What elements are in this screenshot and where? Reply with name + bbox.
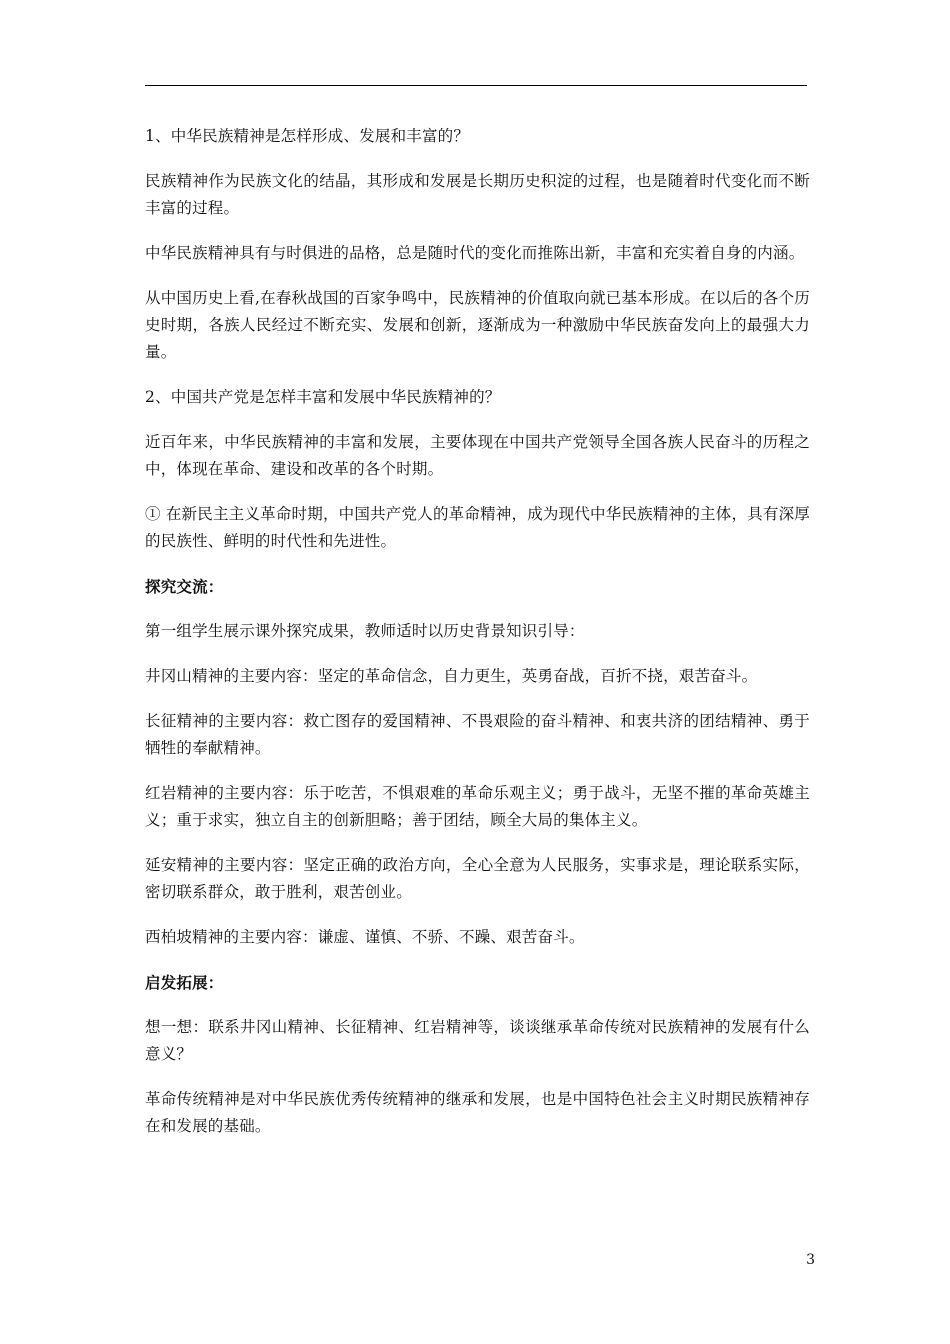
document-body: [145, 123, 810, 1158]
paragraph: ① 在新民主主义革命时期，中国共产党人的革命精神，成为现代中华民族精神的主体，具有深厚的民族性、鲜明的时代性和先进性。: [145, 505, 810, 550]
paragraph: 中华民族精神具有与时俱进的品格，总是随时代的变化而推陈出新，丰富和充实着自身的内涵。: [145, 244, 805, 262]
paragraph: 第一组学生展示课外探究成果，教师适时以历史背景知识引导：: [145, 622, 585, 640]
paragraph: 延安精神的主要内容：坚定正确的政治方向，全心全意为人民服务，实事求是，理论联系实际，密切联系群众，敢于胜利，艰苦创业。: [145, 856, 810, 901]
paragraph: 从中国历史上看,在春秋战国的百家争鸣中，民族精神的价值取向就已基本形成。在以后的各个历史时期，各族人民经过不断充实、发展和创新，逐渐成为一种激励中华民族奋发向上的最强大力量。: [145, 289, 810, 361]
paragraph: 民族精神作为民族文化的结晶，其形成和发展是长期历史积淀的过程，也是随着时代变化而不断丰富的过程。: [145, 172, 810, 217]
paragraph: 革命传统精神是对中华民族优秀传统精神的继承和发展，也是中国特色社会主义时期民族精神存在和发展的基础。: [145, 1090, 810, 1135]
paragraph: 红岩精神的主要内容：乐于吃苦，不惧艰难的革命乐观主义；勇于战斗，无坚不摧的革命英雄主义；重于求实，独立自主的创新胆略；善于团结，顾全大局的集体主义。: [145, 784, 810, 829]
page-number: 3: [806, 1252, 815, 1268]
paragraph: 想一想：联系井冈山精神、长征精神、红岩精神等，谈谈继承革命传统对民族精神的发展有什么意义？: [145, 1018, 810, 1063]
section-heading: 启发拓展：: [145, 973, 224, 992]
section-heading: 探究交流：: [145, 577, 224, 596]
paragraph: 长征精神的主要内容：救亡图存的爱国精神、不畏艰险的奋斗精神、和衷共济的团结精神、勇于牺牲的奉献精神。: [145, 712, 810, 757]
paragraph: 近百年来，中华民族精神的丰富和发展，主要体现在中国共产党领导全国各族人民奋斗的历程之中，体现在革命、建设和改革的各个时期。: [145, 433, 810, 478]
paragraph: 西柏坡精神的主要内容：谦虚、谨慎、不骄、不躁、艰苦奋斗。: [145, 928, 585, 946]
paragraph: 井冈山精神的主要内容：坚定的革命信念，自力更生，英勇奋战，百折不挠，艰苦奋斗。: [145, 667, 758, 685]
paragraph: 1、中华民族精神是怎样形成、发展和丰富的？: [145, 127, 470, 145]
header-rule: [145, 85, 807, 86]
paragraph: 2、中国共产党是怎样丰富和发展中华民族精神的？: [145, 388, 501, 406]
